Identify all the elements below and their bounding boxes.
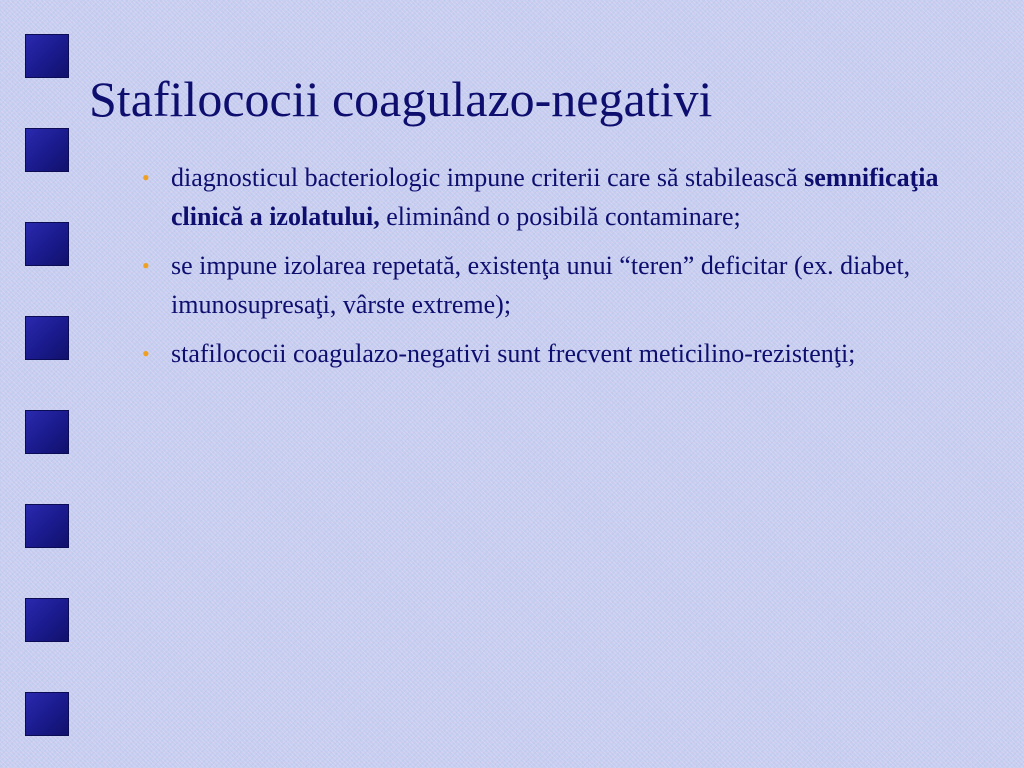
- square-icon: [25, 598, 69, 642]
- square-icon: [25, 222, 69, 266]
- bullet-text: stafilococii coagulazo-negativi sunt frecvent meticilino-rezistenţi;: [171, 339, 856, 368]
- bullet-list: [140, 158, 940, 383]
- square-icon: [25, 34, 69, 78]
- bullet-text: eliminând o posibilă contaminare;: [379, 202, 741, 231]
- bullet-marker-icon: •: [142, 165, 150, 190]
- bullet-marker-icon: •: [142, 341, 150, 366]
- square-icon: [25, 692, 69, 736]
- square-icon: [25, 128, 69, 172]
- bullet-text: diagnosticul bacteriologic impune criterii care să stabilească: [171, 163, 805, 192]
- slide-title: Stafilococii coagulazo-negativi: [89, 71, 713, 127]
- square-icon: [25, 316, 69, 360]
- square-icon: [25, 410, 69, 454]
- bullet-item: [140, 158, 940, 236]
- bullet-item: [140, 246, 940, 324]
- square-icon: [25, 504, 69, 548]
- decorative-side-squares: [25, 34, 69, 736]
- bullet-bold-text: semnificaţia clinică a izolatului,: [171, 163, 939, 231]
- bullet-marker-icon: •: [142, 253, 150, 278]
- bullet-item: [140, 334, 940, 373]
- bullet-text: se impune izolarea repetată, existenţa unui “teren” deficitar (ex. diabet, imunosupresaţi, vârste extreme);: [171, 251, 911, 319]
